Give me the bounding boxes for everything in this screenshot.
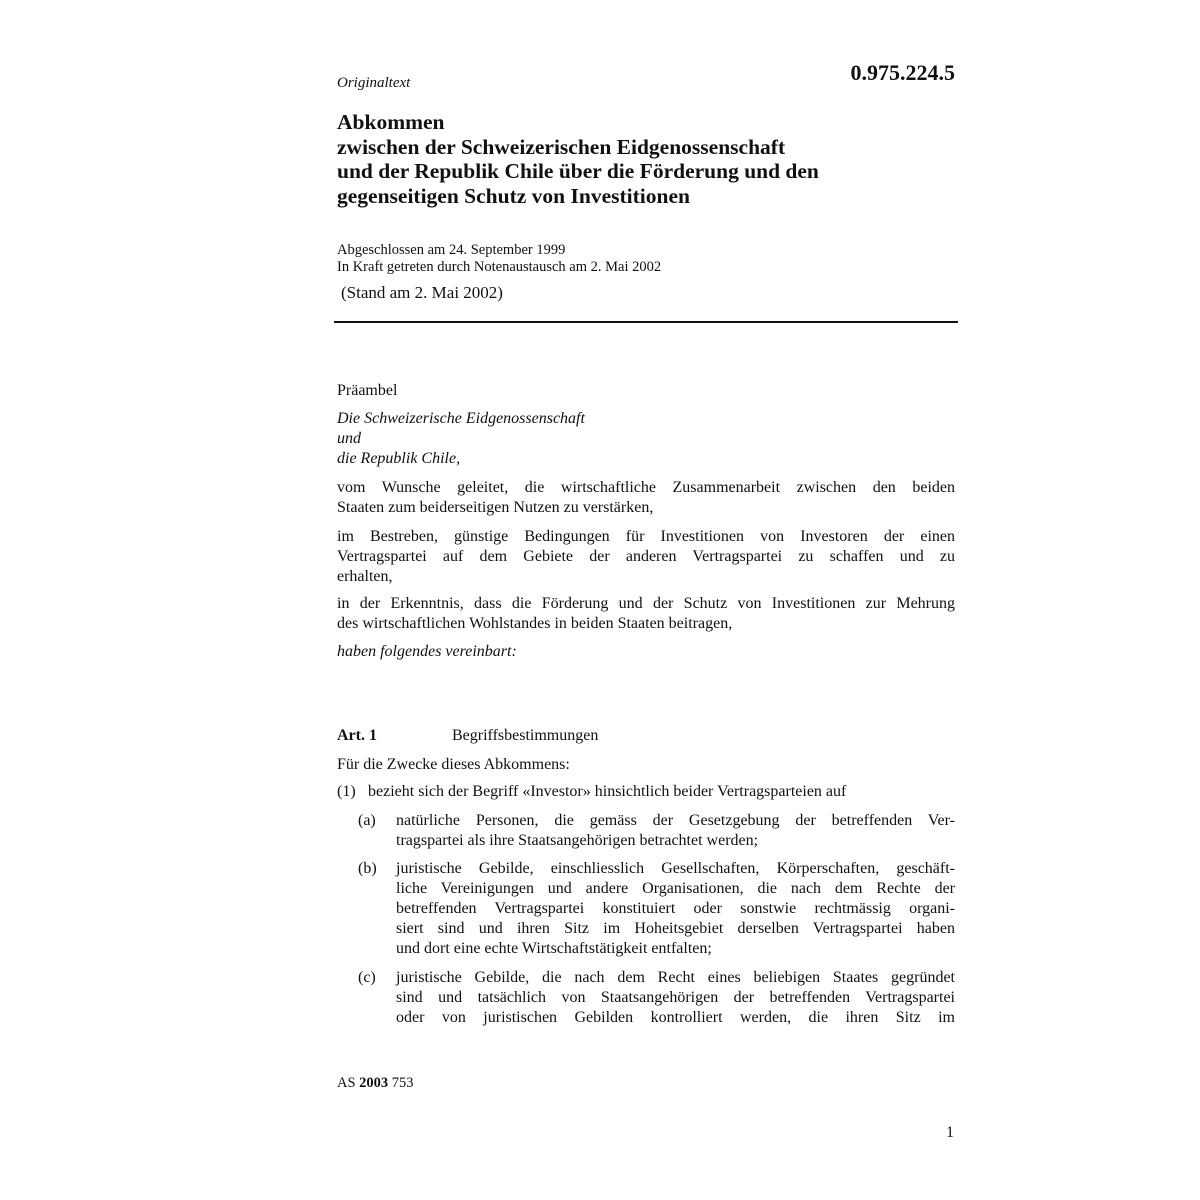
- as-year: 2003: [359, 1075, 389, 1091]
- official-collection-reference: [337, 1075, 414, 1092]
- title-line: zwischen der Schweizerischen Eidgenossenschaft: [337, 134, 786, 159]
- text-line: des wirtschaftlichen Wohlstandes in beiden Staaten beitragen,: [337, 615, 733, 632]
- subitem-label: (a): [358, 812, 376, 829]
- subitem-text: [396, 859, 955, 959]
- subitem-text: [396, 968, 955, 1028]
- text-line: vom Wunsche geleitet, die wirtschaftliche Zusammenarbeit zwischen den beiden: [337, 479, 955, 496]
- subitem-label: (b): [358, 860, 377, 877]
- preamble-paragraph: [337, 594, 955, 634]
- text-line: siert sind und ihren Sitz im Hoheitsgebiet derselben Vertragspartei haben: [396, 920, 955, 937]
- sr-number: 0.975.224.5: [850, 60, 955, 85]
- status-date: (Stand am 2. Mai 2002): [341, 283, 503, 302]
- title-line: Abkommen: [337, 110, 445, 134]
- concluded-date: Abgeschlossen am 24. September 1999: [337, 242, 566, 258]
- original-text-label: Originaltext: [337, 75, 411, 91]
- item-number: (1): [337, 783, 356, 800]
- text-line: Vertragspartei auf dem Gebiete der anderen Vertragspartei zu schaffen und zu: [337, 548, 955, 565]
- text-line: betreffenden Vertragspartei konstituiert oder sonstwie rechtmässig organi-: [396, 900, 955, 917]
- title-line: gegenseitigen Schutz von Investitionen: [337, 183, 690, 208]
- party-line: Die Schweizerische Eidgenossenschaft: [337, 410, 585, 427]
- as-page: 753: [391, 1075, 414, 1091]
- subitem-text: [396, 811, 955, 851]
- article-title: Begriffsbestimmungen: [452, 727, 599, 744]
- item-text: bezieht sich der Begriff «Investor» hinsichtlich beider Vertragsparteien auf: [368, 783, 847, 800]
- contracting-parties: [337, 409, 585, 469]
- agreement-clause: haben folgendes vereinbart:: [337, 643, 517, 660]
- text-line: erhalten,: [337, 568, 393, 585]
- text-line: natürliche Personen, die gemäss der Gesetzgebung der betreffenden Ver-: [396, 812, 955, 829]
- text-line: im Bestreben, günstige Bedingungen für Investitionen von Investoren der einen: [337, 528, 955, 545]
- preamble-paragraph: [337, 527, 955, 587]
- text-line: und dort eine echte Wirtschaftstätigkeit entfalten;: [396, 940, 712, 957]
- text-line: Staaten zum beiderseitigen Nutzen zu verstärken,: [337, 499, 654, 516]
- text-line: oder von juristischen Gebilden kontrolliert werden, die ihren Sitz im: [396, 1009, 955, 1026]
- as-prefix: AS: [337, 1075, 356, 1091]
- text-line: sind und tatsächlich von Staatsangehörigen der betreffenden Vertragspartei: [396, 989, 955, 1006]
- text-line: in der Erkenntnis, dass die Förderung und der Schutz von Investitionen zur Mehrung: [337, 595, 955, 612]
- preamble-paragraph: [337, 478, 955, 518]
- subitem-label: (c): [358, 969, 376, 986]
- title-line: und der Republik Chile über die Förderung und den: [337, 159, 819, 183]
- party-line: und: [337, 430, 361, 447]
- preamble-heading: Präambel: [337, 382, 398, 399]
- article-number: Art. 1: [337, 727, 377, 744]
- document-meta: [337, 242, 661, 276]
- article-intro: Für die Zwecke dieses Abkommens:: [337, 756, 570, 773]
- text-line: juristische Gebilde, einschliesslich Gesellschaften, Körperschaften, geschäft-: [396, 860, 955, 877]
- header-divider: [334, 321, 958, 323]
- text-line: tragspartei als ihre Staatsangehörigen betrachtet werden;: [396, 832, 759, 849]
- text-line: juristische Gebilde, die nach dem Recht eines beliebigen Staates gegründet: [396, 969, 955, 986]
- page-number: 1: [946, 1124, 954, 1141]
- in-force-date: In Kraft getreten durch Notenaustausch am 2. Mai 2002: [337, 259, 662, 275]
- text-line: liche Vereinigungen und andere Organisationen, die nach dem Rechte der: [396, 880, 955, 897]
- party-line: die Republik Chile,: [337, 450, 461, 467]
- document-title: [337, 110, 957, 208]
